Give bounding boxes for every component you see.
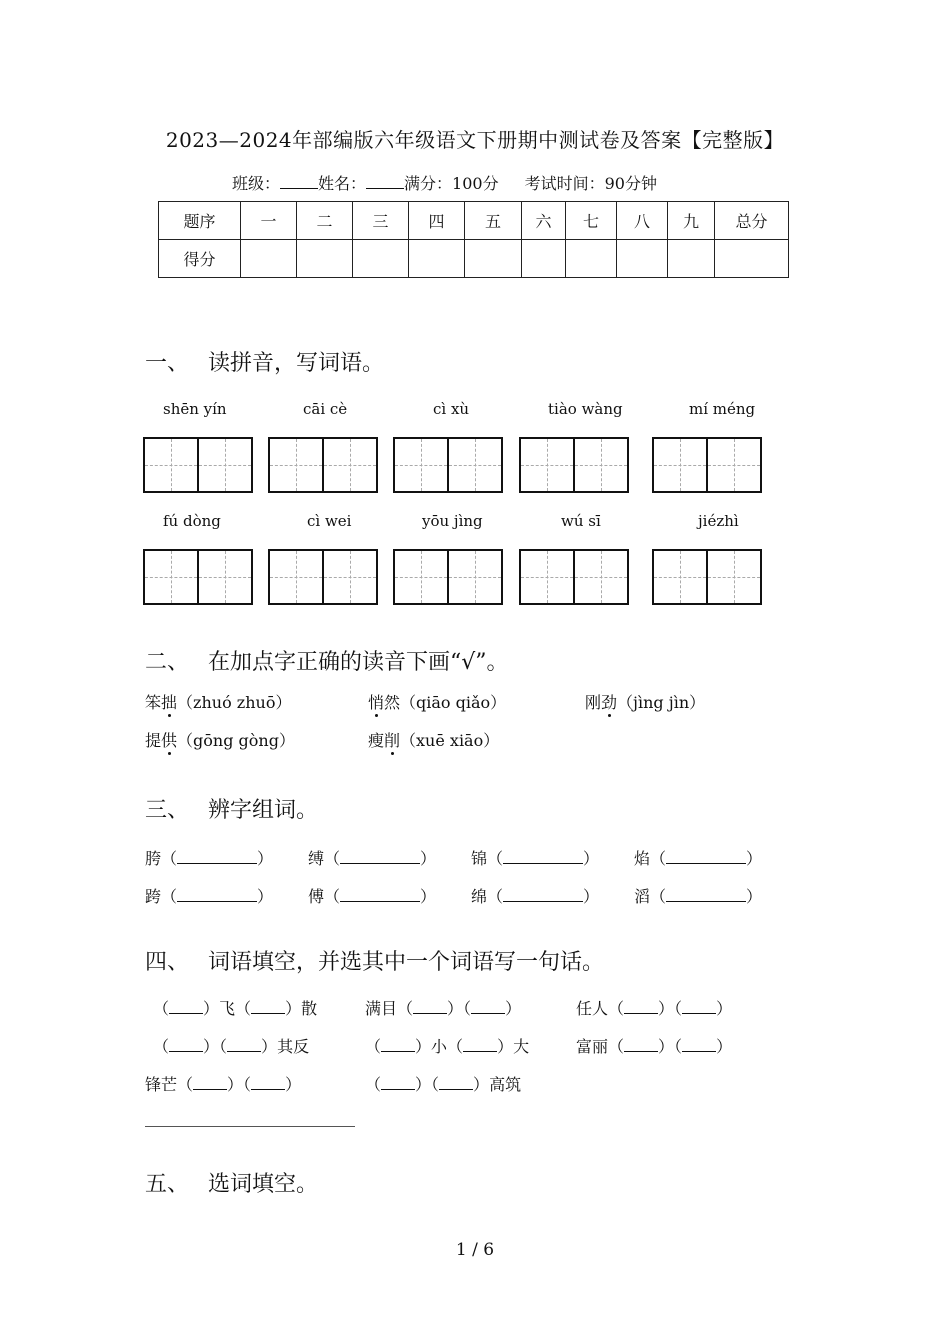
reading-item: 刚劲（jìng jìn） [585, 693, 706, 712]
answer-blank[interactable] [624, 1039, 658, 1052]
word-item: 绵（ ） [471, 887, 600, 906]
writing-grid[interactable] [143, 549, 253, 605]
reading-item: 瘦削（xuē xiāo） [368, 731, 500, 750]
score-cell[interactable] [617, 240, 668, 278]
pinyin: tiào wàng [548, 400, 623, 418]
section-2-heading: 二、 在加点字正确的读音下画“√”。 [145, 650, 509, 675]
reading-item: 提供（gōng gòng） [145, 731, 295, 750]
pinyin: fú dòng [163, 512, 221, 530]
answer-blank[interactable] [666, 851, 746, 864]
idiom-item: 富丽（ ）（ ） [576, 1037, 733, 1056]
idiom-item: （ ）飞（ ）散 [153, 999, 318, 1018]
writing-grid[interactable] [393, 437, 503, 493]
page-title: 2023—2024年部编版六年级语文下册期中测试卷及答案【完整版】 [165, 128, 785, 152]
pinyin: mí méng [689, 400, 756, 418]
header-cell: 五 [465, 202, 522, 240]
score-cell[interactable] [409, 240, 465, 278]
section-1-heading: 一、 读拼音，写词语。 [145, 351, 385, 376]
pinyin: jiézhì [698, 512, 739, 530]
score-cell[interactable] [715, 240, 789, 278]
header-cell: 七 [566, 202, 617, 240]
writing-grid[interactable] [519, 437, 629, 493]
pinyin: cì wei [307, 512, 352, 530]
answer-blank[interactable] [251, 1001, 285, 1014]
answer-blank[interactable] [503, 851, 583, 864]
row-label: 得分 [159, 240, 241, 278]
idiom-item: （ ）（ ）高筑 [365, 1075, 522, 1094]
answer-blank[interactable] [682, 1039, 716, 1052]
answer-blank[interactable] [381, 1077, 415, 1090]
exam-info [232, 171, 657, 194]
answer-blank[interactable] [340, 851, 420, 864]
dotted-char: 拙 [161, 693, 178, 712]
header-cell: 八 [617, 202, 668, 240]
score-cell[interactable] [241, 240, 297, 278]
answer-blank[interactable] [177, 889, 257, 902]
section-4-heading: 四、 词语填空，并选其中一个词语写一句话。 [145, 950, 605, 975]
idiom-item: 满目（ ）（ ） [365, 999, 522, 1018]
answer-blank[interactable] [682, 1001, 716, 1014]
answer-blank[interactable] [177, 851, 257, 864]
page-number: 1 / 6 [455, 1240, 495, 1260]
dotted-char: 悄 [368, 693, 385, 712]
section-3-heading: 三、 辨字组词。 [145, 798, 319, 823]
word-item: 胯（ ） [145, 849, 274, 868]
answer-blank[interactable] [227, 1039, 261, 1052]
name-label: 姓名： [318, 174, 367, 193]
pinyin: wú sī [561, 512, 601, 530]
writing-grid[interactable] [393, 549, 503, 605]
score-cell[interactable] [353, 240, 409, 278]
writing-grid[interactable] [519, 549, 629, 605]
score-table-row [159, 240, 789, 278]
score-table [158, 201, 789, 278]
reading-options[interactable]: （zhuó zhuō） [177, 693, 292, 712]
answer-blank[interactable] [169, 1001, 203, 1014]
writing-grid[interactable] [268, 437, 378, 493]
dotted-char: 削 [384, 731, 401, 750]
answer-blank[interactable] [624, 1001, 658, 1014]
answer-blank[interactable] [340, 889, 420, 902]
class-field[interactable] [280, 174, 318, 189]
writing-grid[interactable] [268, 549, 378, 605]
answer-blank[interactable] [381, 1039, 415, 1052]
reading-options[interactable]: （qiāo qiǎo） [400, 693, 507, 712]
full-score: 满分：100分 [404, 174, 499, 193]
answer-blank[interactable] [169, 1039, 203, 1052]
answer-blank[interactable] [503, 889, 583, 902]
idiom-item: 锋芒（ ）（ ） [145, 1075, 302, 1094]
pinyin: cì xù [433, 400, 470, 418]
dotted-char: 供 [161, 731, 178, 750]
idiom-item: （ ）（ ）其反 [153, 1037, 310, 1056]
word-item: 锦（ ） [471, 849, 600, 868]
header-cell: 六 [522, 202, 566, 240]
header-cell: 题序 [159, 202, 241, 240]
writing-grid[interactable] [652, 549, 762, 605]
score-cell[interactable] [465, 240, 522, 278]
answer-blank[interactable] [471, 1001, 505, 1014]
score-cell[interactable] [668, 240, 715, 278]
score-cell[interactable] [297, 240, 353, 278]
header-cell: 一 [241, 202, 297, 240]
idiom-item: 任人（ ）（ ） [576, 999, 733, 1018]
sentence-answer-line[interactable] [145, 1126, 355, 1127]
answer-blank[interactable] [413, 1001, 447, 1014]
name-field[interactable] [366, 174, 404, 189]
answer-blank[interactable] [439, 1077, 473, 1090]
reading-item: 悄然（qiāo qiǎo） [368, 693, 507, 712]
pinyin: yōu jìng [422, 512, 483, 530]
header-cell: 九 [668, 202, 715, 240]
word-item: 缚（ ） [308, 849, 437, 868]
answer-blank[interactable] [251, 1077, 285, 1090]
dotted-char: 劲 [601, 693, 618, 712]
score-cell[interactable] [566, 240, 617, 278]
writing-grid[interactable] [143, 437, 253, 493]
pinyin: shēn yín [163, 400, 227, 418]
word-item: 焰（ ） [634, 849, 763, 868]
score-cell[interactable] [522, 240, 566, 278]
pinyin: cāi cè [303, 400, 348, 418]
answer-blank[interactable] [193, 1077, 227, 1090]
reading-options[interactable]: （gōng gòng） [177, 731, 295, 750]
reading-options[interactable]: （xuē xiāo） [400, 731, 500, 750]
section-5-heading: 五、 选词填空。 [145, 1172, 319, 1197]
word-item: 滔（ ） [634, 887, 763, 906]
answer-blank[interactable] [463, 1039, 497, 1052]
word-item: 傅（ ） [308, 887, 437, 906]
class-label: 班级： [232, 174, 281, 193]
writing-grid[interactable] [652, 437, 762, 493]
exam-time: 考试时间：90分钟 [524, 174, 657, 193]
header-cell: 总分 [715, 202, 789, 240]
score-table-header [159, 202, 789, 240]
word-item: 跨（ ） [145, 887, 274, 906]
answer-blank[interactable] [666, 889, 746, 902]
header-cell: 三 [353, 202, 409, 240]
header-cell: 二 [297, 202, 353, 240]
header-cell: 四 [409, 202, 465, 240]
reading-options[interactable]: （jìng jìn） [617, 693, 706, 712]
idiom-item: （ ）小（ ）大 [365, 1037, 530, 1056]
reading-item: 笨拙（zhuó zhuō） [145, 693, 292, 712]
